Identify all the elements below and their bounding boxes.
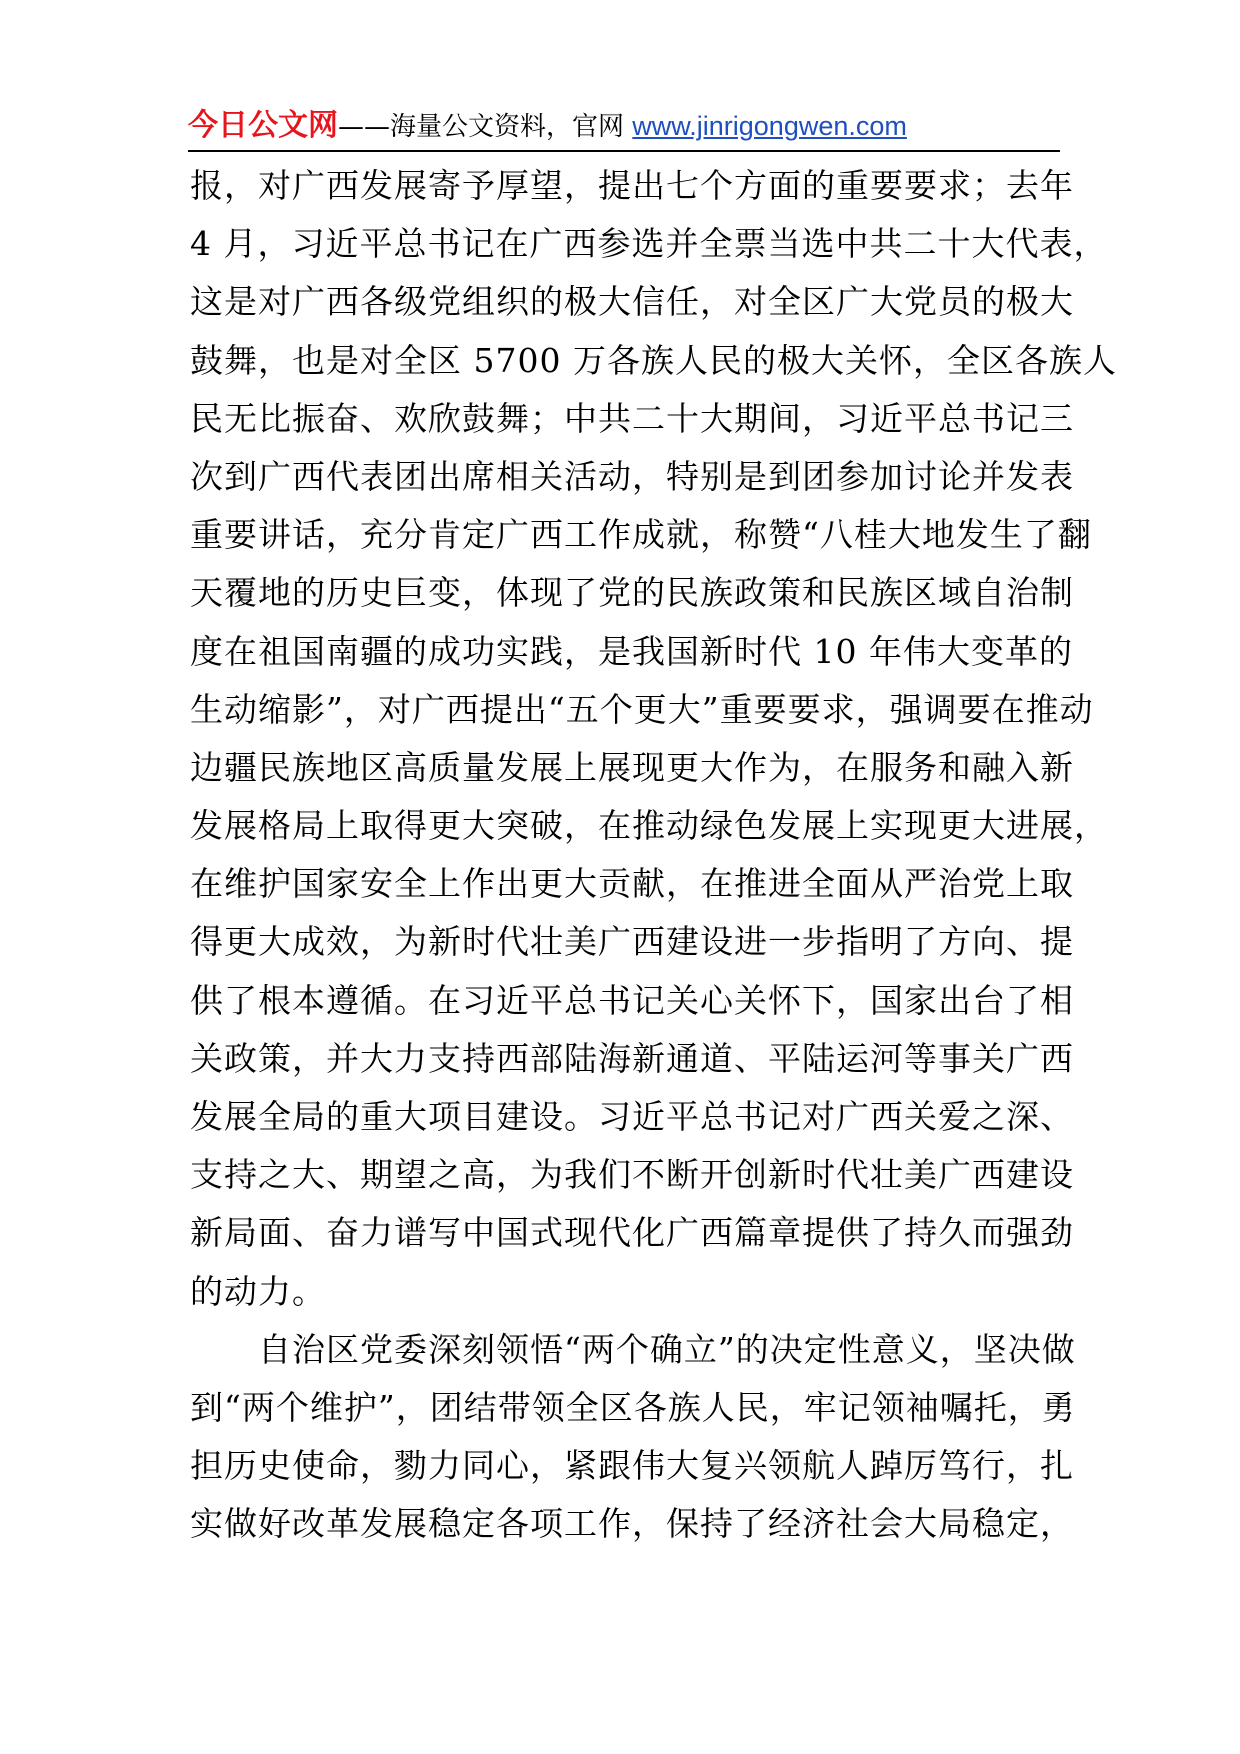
text-line: 到“两个维护”，团结带领全区各族人民，牢记领袖嘱托，勇 — [190, 1387, 1076, 1427]
text-line: 发展全局的重大项目建设。习近平总书记对广西关爱之深、 — [190, 1097, 1074, 1136]
paragraph-end-line: 的动力。 — [190, 1271, 326, 1311]
text-line: 边疆民族地区高质量发展上展现更大作为，在服务和融入新 — [190, 747, 1074, 787]
text-line: 供了根本遵循。在习近平总书记关心关怀下，国家出台了相 — [190, 980, 1074, 1020]
text-line: 度在祖国南疆的成功实践，是我国新时代 10 年伟大变革的 — [190, 631, 1073, 671]
text-line: 天覆地的历史巨变，体现了党的民族政策和民族区域自治制 — [190, 573, 1074, 613]
text-line: 民无比振奋、欢欣鼓舞；中共二十大期间，习近平总书记三 — [190, 398, 1074, 438]
text-line: 在维护国家安全上作出更大贡献，在推进全面从严治党上取 — [190, 864, 1074, 904]
text-line: 这是对广西各级党组织的极大信任，对全区广大党员的极大 — [190, 282, 1074, 322]
text-line: 得更大成效，为新时代壮美广西建设进一步指明了方向、提 — [190, 922, 1074, 962]
text-line: 发展格局上取得更大突破，在推动绿色发展上实现更大进展， — [190, 806, 1108, 846]
text-line: 实做好改革发展稳定各项工作，保持了经济社会大局稳定， — [190, 1504, 1074, 1544]
text-line: 关政策，并大力支持西部陆海新通道、平陆运河等事关广西 — [190, 1038, 1074, 1078]
page-header — [188, 104, 1064, 148]
text-line: 支持之大、期望之高，为我们不断开创新时代壮美广西建设 — [190, 1155, 1074, 1195]
document-body — [190, 157, 1117, 1554]
text-line: 报，对广西发展寄予厚望，提出七个方面的重要要求；去年 — [190, 166, 1074, 205]
text-line: 鼓舞，也是对全区 5700 万各族人民的极大关怀，全区各族人 — [190, 340, 1117, 380]
paragraph-first-line: 自治区党委深刻领悟“两个确立”的决定性意义，坚决做 — [258, 1329, 1076, 1369]
text-line: 次到广西代表团出席相关活动，特别是到团参加讨论并发表 — [190, 456, 1074, 496]
text-line: 担历史使命，勠力同心，紧跟伟大复兴领航人踔厉笃行，扎 — [190, 1446, 1074, 1486]
text-line: 生动缩影”，对广西提出“五个更大”重要要求，强调要在推动 — [190, 689, 1094, 729]
text-line: 4 月，习近平总书记在广西参选并全票当选中共二十大代表， — [190, 224, 1108, 264]
site-brand: 今日公文网 — [188, 108, 338, 143]
header-separator: —— — [338, 112, 390, 142]
header-tagline: 海量公文资料，官网 — [390, 112, 633, 142]
text-line: 新局面、奋力谱写中国式现代化广西篇章提供了持久而强劲 — [190, 1213, 1074, 1253]
text-line: 重要讲话，充分肯定广西工作成就，称赞“八桂大地发生了翻 — [190, 515, 1092, 555]
header-divider — [188, 150, 1060, 152]
website-link[interactable]: www.jinrigongwen.com — [632, 111, 907, 141]
